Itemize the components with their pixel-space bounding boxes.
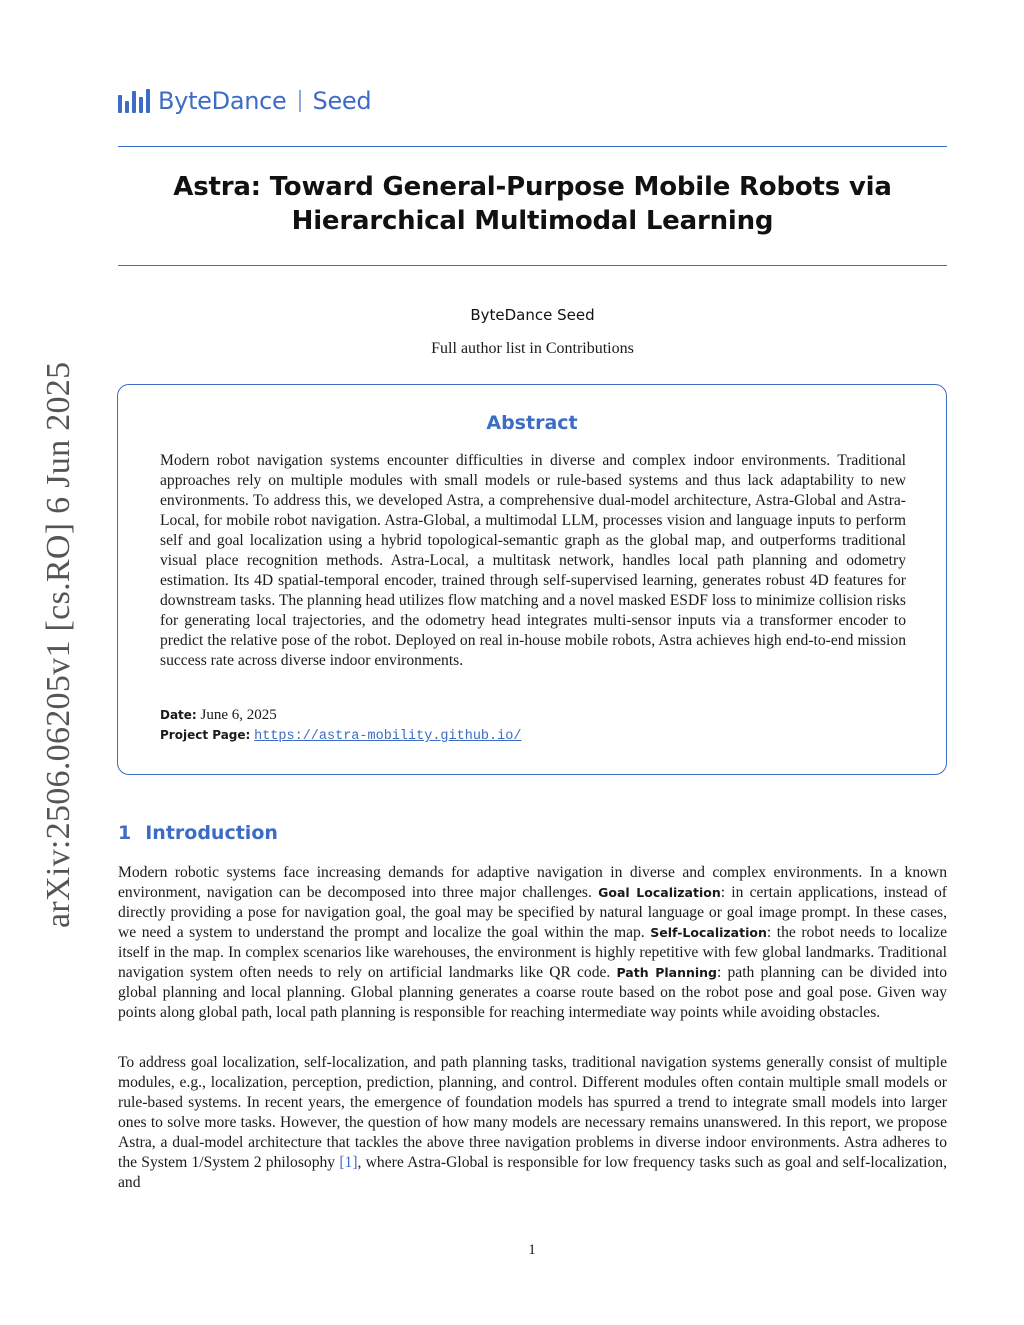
top-rule xyxy=(118,146,947,147)
title-line-2: Hierarchical Multimodal Learning xyxy=(291,206,774,236)
para1-text-4: : path planning can be divided into global planning and local planning. Global planning generates a coarse route based on the robot pose and goal pose. Given way points along global path, local path planning is responsible for reaching intermediate way points while avoiding obstacles. xyxy=(118,964,947,1021)
page-number: 1 xyxy=(528,1242,536,1258)
bytedance-seed-logo xyxy=(118,86,371,116)
section-number: 1 xyxy=(118,822,132,844)
para2-text-2: , where Astra-Global is responsible for low frequency tasks such as goal and self-localization, and xyxy=(118,1154,948,1191)
abstract-body: Modern robot navigation systems encounter difficulties in diverse and complex indoor environments. Traditional approaches rely on multiple modules with small models or rule-based systems and thus lack adaptability to new environments. To address this, we developed Astra, a comprehensive dual-model architecture, Astra-Global and Astra-Local, for mobile robot navigation. Astra-Global, a multimodal LLM, processes vision and language inputs to perform self and goal localization using a hybrid topological-semantic graph as the global map, and outperforms traditional visual place recognition methods. Astra-Local, a multitask network, handles local path planning and odometry estimation. Its 4D spatial-temporal encoder, trained through self-supervised learning, generates robust 4D features for downstream tasks. The planning head utilizes flow matching and a novel masked ESDF loss to minimize collision risks for generating local trajectories, and the odometry head integrates multi-sensor inputs via a transformer encoder to predict the relative pose of the robot. Deployed on real in-house mobile robots, Astra achieves high end-to-end mission success rate across diverse indoor environments. xyxy=(160,452,906,669)
section-title: Introduction xyxy=(145,822,278,844)
intro-paragraph-1 xyxy=(118,863,947,1023)
goal-localization-heading: Goal Localization xyxy=(598,885,721,900)
para1-text-2: : in certain applications, instead of directly providing a pose for navigation goal, the goal may be specified by natural language or goal image prompt. In these cases, we need a system to understand the prompt and localize the goal within the map. xyxy=(118,884,947,941)
project-page-link[interactable]: https://astra-mobility.github.io/ xyxy=(254,729,522,744)
author-note: Full author list in Contributions xyxy=(431,340,634,357)
title-line-1: Astra: Toward General-Purpose Mobile Robots via xyxy=(173,172,892,202)
title-bottom-rule xyxy=(118,265,947,266)
path-planning-heading: Path Planning xyxy=(616,965,718,980)
logo-product: Seed xyxy=(312,87,372,115)
logo-divider xyxy=(299,90,301,112)
para1-text-3: : the robot needs to localize itself in the map. In complex scenarios like warehouses, the environment is highly repetitive with few global landmarks. Traditional navigation system often needs to rely on artificial landmarks like QR code. xyxy=(118,924,948,981)
date-value: June 6, 2025 xyxy=(200,707,277,723)
para2-text-1: To address goal localization, self-localization, and path planning tasks, traditional navigation systems generally consist of multiple modules, e.g., localization, perception, prediction, planning, and control. Different modules often contain multiple small models or rule-based systems. In recent years, the emergence of foundation models has spurred a trend to integrate small models into larger ones to solve more tasks. However, the question of how many models are necessary remains unanswered. In this report, we propose Astra, a dual-model architecture that tackles the above three navigation problems in diverse indoor environments. Astra adheres to the System 1/System 2 philosophy xyxy=(118,1054,947,1171)
project-page-label: Project Page: xyxy=(160,728,251,742)
author-name: ByteDance Seed xyxy=(470,306,595,324)
self-localization-heading: Self-Localization xyxy=(650,925,767,940)
citation-link[interactable]: [1] xyxy=(339,1154,358,1171)
logo-brand: ByteDance xyxy=(158,87,287,115)
arxiv-identifier: arXiv:2506.06205v1 [cs.RO] 6 Jun 2025 xyxy=(40,361,77,928)
intro-paragraph-2 xyxy=(118,1053,947,1193)
paper-title xyxy=(118,170,947,238)
logo-bars-icon xyxy=(118,89,150,113)
date-line xyxy=(160,707,277,724)
project-page-line xyxy=(160,727,521,744)
abstract-heading: Abstract xyxy=(486,412,578,434)
para1-text-1: Modern robotic systems face increasing demands for adaptive navigation in diverse and complex environments. In a known environment, navigation can be decomposed into three major challenges. xyxy=(118,864,947,901)
section-heading-introduction xyxy=(118,822,278,844)
date-label: Date: xyxy=(160,708,197,722)
